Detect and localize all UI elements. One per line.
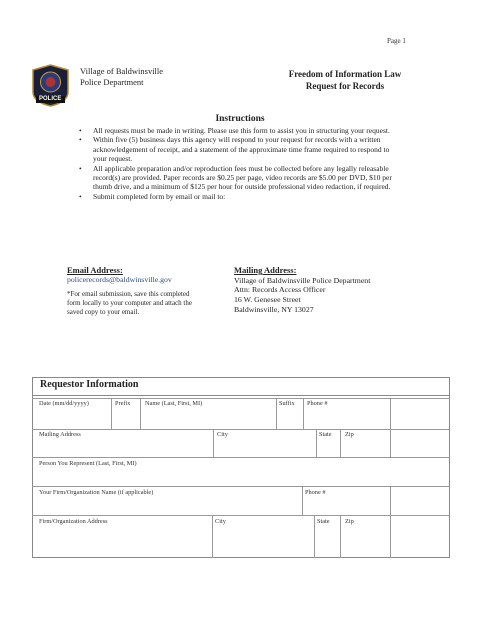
agency-line-2: Police Department: [80, 77, 144, 87]
police-badge-logo: [30, 64, 71, 107]
state-field[interactable]: State: [319, 431, 332, 438]
agency-name: [80, 66, 163, 88]
mailing-address-field[interactable]: Mailing Address: [39, 431, 81, 438]
firm-name-field[interactable]: Your Firm/Organization Name (if applicable): [39, 489, 154, 496]
instructions-heading: Instructions: [215, 114, 265, 124]
phone-field[interactable]: Phone #: [307, 400, 328, 407]
suffix-field[interactable]: Suffix: [279, 400, 295, 407]
date-field[interactable]: Date (mm/dd/yyyy): [39, 400, 89, 407]
mailing-line-1: Village of Baldwinsville Police Department: [234, 275, 371, 285]
requestor-table: [32, 377, 450, 558]
firm-zip-field[interactable]: Zip: [345, 518, 354, 525]
person-represent-field[interactable]: Person You Represent (Last, First, MI): [39, 460, 137, 467]
email-address-link[interactable]: policerecords@baldwinsville.gov: [67, 275, 172, 285]
firm-state-field[interactable]: State: [317, 518, 330, 525]
mailing-line-3: 16 W. Genesee Street: [234, 295, 301, 305]
form-title: [240, 68, 450, 92]
instruction-item: • All applicable preparation and/or reproduction fees must be collected before any legally releasable record(s) are provided. Paper records are $0.25 per page, video records are $5.00 per DVD, $10 per thumb drive, and a minimum of $125 per hour for outside professional video redaction, if required.: [79, 164, 399, 192]
form-title-line-1: Freedom of Information Law: [288, 69, 402, 79]
page-number: Page 1: [387, 37, 406, 45]
firm-city-field[interactable]: City: [215, 518, 226, 525]
email-section: [67, 266, 202, 316]
mailing-line-4: Baldwinsville, NY 13027: [234, 304, 314, 314]
email-note: *For email submission, save this completed form locally to your computer and attach the saved copy to your email.: [67, 290, 192, 316]
mailing-section: [234, 266, 434, 315]
requestor-heading: Requestor Information: [40, 379, 139, 390]
instructions-list: [79, 126, 399, 201]
email-heading: Email Address:: [67, 265, 123, 275]
name-field[interactable]: Name (Last, First, MI): [145, 400, 203, 407]
badge-police-text: POLICE: [39, 96, 62, 102]
form-title-line-2: Request for Records: [305, 81, 385, 91]
prefix-field[interactable]: Prefix: [115, 400, 131, 407]
instruction-item: • All requests must be made in writing. Please use this form to assist you in structuring your request.: [79, 126, 399, 135]
instruction-item: • Submit completed form by email or mail to:: [79, 192, 399, 201]
zip-field[interactable]: Zip: [345, 431, 354, 438]
agency-line-1: Village of Baldwinsville: [80, 66, 164, 76]
firm-address-field[interactable]: Firm/Organization Address: [39, 518, 108, 525]
mailing-heading: Mailing Address:: [234, 265, 297, 275]
mailing-line-2: Attn: Records Access Officer: [234, 285, 326, 295]
instruction-item: • Within five (5) business days this agency will respond to your request for records with a written acknowledgement of receipt, and a statement of the approximate time frame required to respond to your request.: [79, 135, 399, 163]
city-field[interactable]: City: [217, 431, 228, 438]
firm-phone-field[interactable]: Phone #: [305, 489, 326, 496]
